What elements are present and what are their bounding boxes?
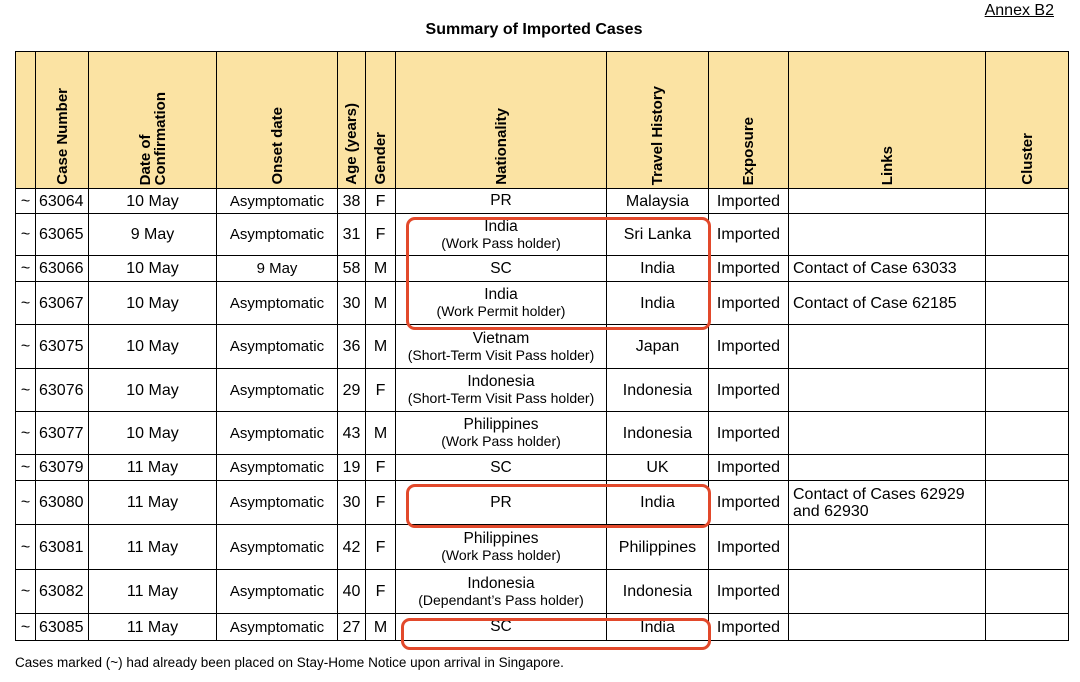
age-cell: 58 (338, 256, 366, 282)
date-of-confirmation-cell: 9 May (89, 214, 217, 256)
nationality-value: Philippines (463, 530, 539, 547)
header-row (16, 52, 1069, 189)
exposure-cell: Imported (709, 481, 789, 525)
age-cell: 38 (338, 189, 366, 214)
cluster-cell (986, 189, 1069, 214)
travel-history-cell: Philippines (607, 525, 709, 570)
travel-history-cell: Indonesia (607, 412, 709, 455)
links-cell (789, 570, 986, 614)
date-of-confirmation-cell: 10 May (89, 189, 217, 214)
age-cell: 30 (338, 282, 366, 325)
imported-cases-table (15, 51, 1069, 641)
date-of-confirmation-cell: 11 May (89, 455, 217, 481)
tilde-cell: ~ (16, 369, 36, 412)
gender-cell: F (366, 455, 396, 481)
table-row (16, 455, 1069, 481)
gender-cell: F (366, 189, 396, 214)
table-row (16, 256, 1069, 282)
exposure-cell: Imported (709, 570, 789, 614)
nationality-value: India (484, 217, 518, 235)
links-cell: Contact of Case 62185 (789, 282, 986, 325)
age-cell: 40 (338, 570, 366, 614)
cluster-cell (986, 570, 1069, 614)
case-number-cell: 63079 (36, 455, 89, 481)
exposure-cell: Imported (709, 256, 789, 282)
nationality-cell (396, 325, 607, 369)
pass-type: (Dependant’s Pass holder) (418, 591, 584, 608)
pass-type: (Work Pass holder) (441, 547, 561, 563)
case-number-cell: 63076 (36, 369, 89, 412)
travel-history-cell: India (607, 614, 709, 641)
nationality-cell (396, 214, 607, 256)
date-of-confirmation-cell: 11 May (89, 570, 217, 614)
table-row (16, 525, 1069, 570)
travel-history-cell: India (607, 481, 709, 525)
pass-type: (Work Pass holder) (441, 433, 561, 449)
date-of-confirmation-cell: 10 May (89, 256, 217, 282)
header-onset-date: Onset date (217, 52, 338, 189)
nationality-cell (396, 614, 607, 641)
age-cell: 42 (338, 525, 366, 570)
case-number-cell: 63081 (36, 525, 89, 570)
tilde-cell: ~ (16, 614, 36, 641)
nationality-value: PR (490, 192, 512, 209)
links-cell (789, 189, 986, 214)
links-cell (789, 614, 986, 641)
annex-label: Annex B2 (984, 2, 1054, 19)
exposure-cell: Imported (709, 214, 789, 256)
links-cell (789, 325, 986, 369)
nationality-value: Philippines (463, 416, 539, 433)
age-cell: 19 (338, 455, 366, 481)
onset-date-cell: Asymptomatic (217, 282, 338, 325)
table-row (16, 369, 1069, 412)
onset-date-cell: Asymptomatic (217, 481, 338, 525)
tilde-cell: ~ (16, 481, 36, 525)
travel-history-cell: India (607, 256, 709, 282)
header-cluster: Cluster (986, 52, 1069, 189)
case-number-cell: 63065 (36, 214, 89, 256)
date-of-confirmation-cell: 10 May (89, 369, 217, 412)
nationality-cell (396, 481, 607, 525)
gender-cell: F (366, 570, 396, 614)
onset-date-cell: Asymptomatic (217, 412, 338, 455)
table-row (16, 214, 1069, 256)
gender-cell: F (366, 525, 396, 570)
nationality-cell (396, 256, 607, 282)
header-age: Age (years) (338, 52, 366, 189)
nationality-value: India (484, 286, 518, 303)
gender-cell: M (366, 325, 396, 369)
travel-history-cell: Sri Lanka (607, 214, 709, 256)
age-cell: 31 (338, 214, 366, 256)
travel-history-cell: Indonesia (607, 570, 709, 614)
table-row (16, 570, 1069, 614)
travel-history-cell: India (607, 282, 709, 325)
exposure-cell: Imported (709, 189, 789, 214)
nationality-cell (396, 282, 607, 325)
header-links: Links (789, 52, 986, 189)
nationality-value: SC (490, 618, 512, 635)
table-row (16, 412, 1069, 455)
date-of-confirmation-cell: 10 May (89, 325, 217, 369)
gender-cell: F (366, 481, 396, 525)
case-number-cell: 63085 (36, 614, 89, 641)
pass-type: (Short-Term Visit Pass holder) (407, 346, 595, 363)
tilde-cell: ~ (16, 412, 36, 455)
gender-cell: M (366, 256, 396, 282)
page-title: Summary of Imported Cases (425, 21, 643, 38)
cluster-cell (986, 525, 1069, 570)
date-of-confirmation-cell: 10 May (89, 282, 217, 325)
links-cell: Contact of Case 63033 (789, 256, 986, 282)
onset-date-cell: Asymptomatic (217, 325, 338, 369)
nationality-value: SC (490, 458, 512, 476)
travel-history-cell: Indonesia (607, 369, 709, 412)
tilde-cell: ~ (16, 525, 36, 570)
age-cell: 27 (338, 614, 366, 641)
onset-date-cell: Asymptomatic (217, 525, 338, 570)
travel-history-cell: UK (607, 455, 709, 481)
gender-cell: F (366, 214, 396, 256)
tilde-cell: ~ (16, 325, 36, 369)
cluster-cell (986, 282, 1069, 325)
links-cell (789, 412, 986, 455)
nationality-cell (396, 525, 607, 570)
case-number-cell: 63066 (36, 256, 89, 282)
travel-history-cell: Malaysia (607, 189, 709, 214)
gender-cell: F (366, 369, 396, 412)
exposure-cell: Imported (709, 525, 789, 570)
age-cell: 29 (338, 369, 366, 412)
case-number-cell: 63064 (36, 189, 89, 214)
table-row (16, 614, 1069, 641)
tilde-cell: ~ (16, 189, 36, 214)
header-date-of-confirmation: Date of Confirmation (89, 52, 217, 189)
tilde-cell: ~ (16, 256, 36, 282)
cluster-cell (986, 412, 1069, 455)
nationality-cell (396, 570, 607, 614)
gender-cell: M (366, 282, 396, 325)
onset-date-cell: Asymptomatic (217, 189, 338, 214)
cluster-cell (986, 369, 1069, 412)
onset-date-cell: Asymptomatic (217, 455, 338, 481)
links-cell (789, 214, 986, 256)
exposure-cell: Imported (709, 282, 789, 325)
table-row (16, 325, 1069, 369)
case-number-cell: 63080 (36, 481, 89, 525)
date-of-confirmation-cell: 11 May (89, 614, 217, 641)
exposure-cell: Imported (709, 614, 789, 641)
cluster-cell (986, 325, 1069, 369)
exposure-cell: Imported (709, 455, 789, 481)
table-row (16, 189, 1069, 214)
nationality-value: SC (490, 259, 512, 277)
nationality-cell (396, 369, 607, 412)
nationality-value: Indonesia (467, 373, 535, 390)
table-row (16, 282, 1069, 325)
travel-history-cell: Japan (607, 325, 709, 369)
tilde-cell: ~ (16, 282, 36, 325)
header-travel-history: Travel History (607, 52, 709, 189)
nationality-cell (396, 189, 607, 214)
gender-cell: M (366, 614, 396, 641)
footnote: Cases marked (~) had already been placed on Stay-Home Notice upon arrival in Singapore. (15, 655, 564, 670)
cluster-cell (986, 614, 1069, 641)
pass-type: (Short-Term Visit Pass holder) (407, 390, 595, 406)
tilde-cell: ~ (16, 570, 36, 614)
nationality-cell (396, 455, 607, 481)
date-of-confirmation-cell: 11 May (89, 481, 217, 525)
pass-type: (Work Permit holder) (436, 303, 566, 319)
onset-date-cell: Asymptomatic (217, 614, 338, 641)
gender-cell: M (366, 412, 396, 455)
age-cell: 43 (338, 412, 366, 455)
exposure-cell: Imported (709, 412, 789, 455)
cluster-cell (986, 455, 1069, 481)
links-cell (789, 369, 986, 412)
onset-date-cell: 9 May (217, 256, 338, 282)
pass-type: (Work Pass holder) (441, 234, 561, 251)
nationality-value: Vietnam (472, 329, 530, 347)
age-cell: 36 (338, 325, 366, 369)
case-number-cell: 63082 (36, 570, 89, 614)
cluster-cell (986, 481, 1069, 525)
tilde-cell: ~ (16, 455, 36, 481)
cluster-cell (986, 256, 1069, 282)
case-number-cell: 63075 (36, 325, 89, 369)
tilde-cell: ~ (16, 214, 36, 256)
links-cell (789, 525, 986, 570)
onset-date-cell: Asymptomatic (217, 214, 338, 256)
cluster-cell (986, 214, 1069, 256)
nationality-cell (396, 412, 607, 455)
age-cell: 30 (338, 481, 366, 525)
nationality-value: Indonesia (467, 574, 535, 592)
header-exposure: Exposure (709, 52, 789, 189)
exposure-cell: Imported (709, 325, 789, 369)
case-number-cell: 63077 (36, 412, 89, 455)
links-cell (789, 455, 986, 481)
table-row (16, 481, 1069, 525)
exposure-cell: Imported (709, 369, 789, 412)
case-number-cell: 63067 (36, 282, 89, 325)
date-of-confirmation-cell: 11 May (89, 525, 217, 570)
header-tilde (16, 52, 36, 189)
header-nationality: Nationality (396, 52, 607, 189)
nationality-value: PR (490, 493, 512, 511)
date-of-confirmation-cell: 10 May (89, 412, 217, 455)
header-case-number: Case Number (36, 52, 89, 189)
onset-date-cell: Asymptomatic (217, 369, 338, 412)
onset-date-cell: Asymptomatic (217, 570, 338, 614)
header-gender: Gender (366, 52, 396, 189)
links-cell: Contact of Cases 62929 and 62930 (789, 481, 986, 525)
